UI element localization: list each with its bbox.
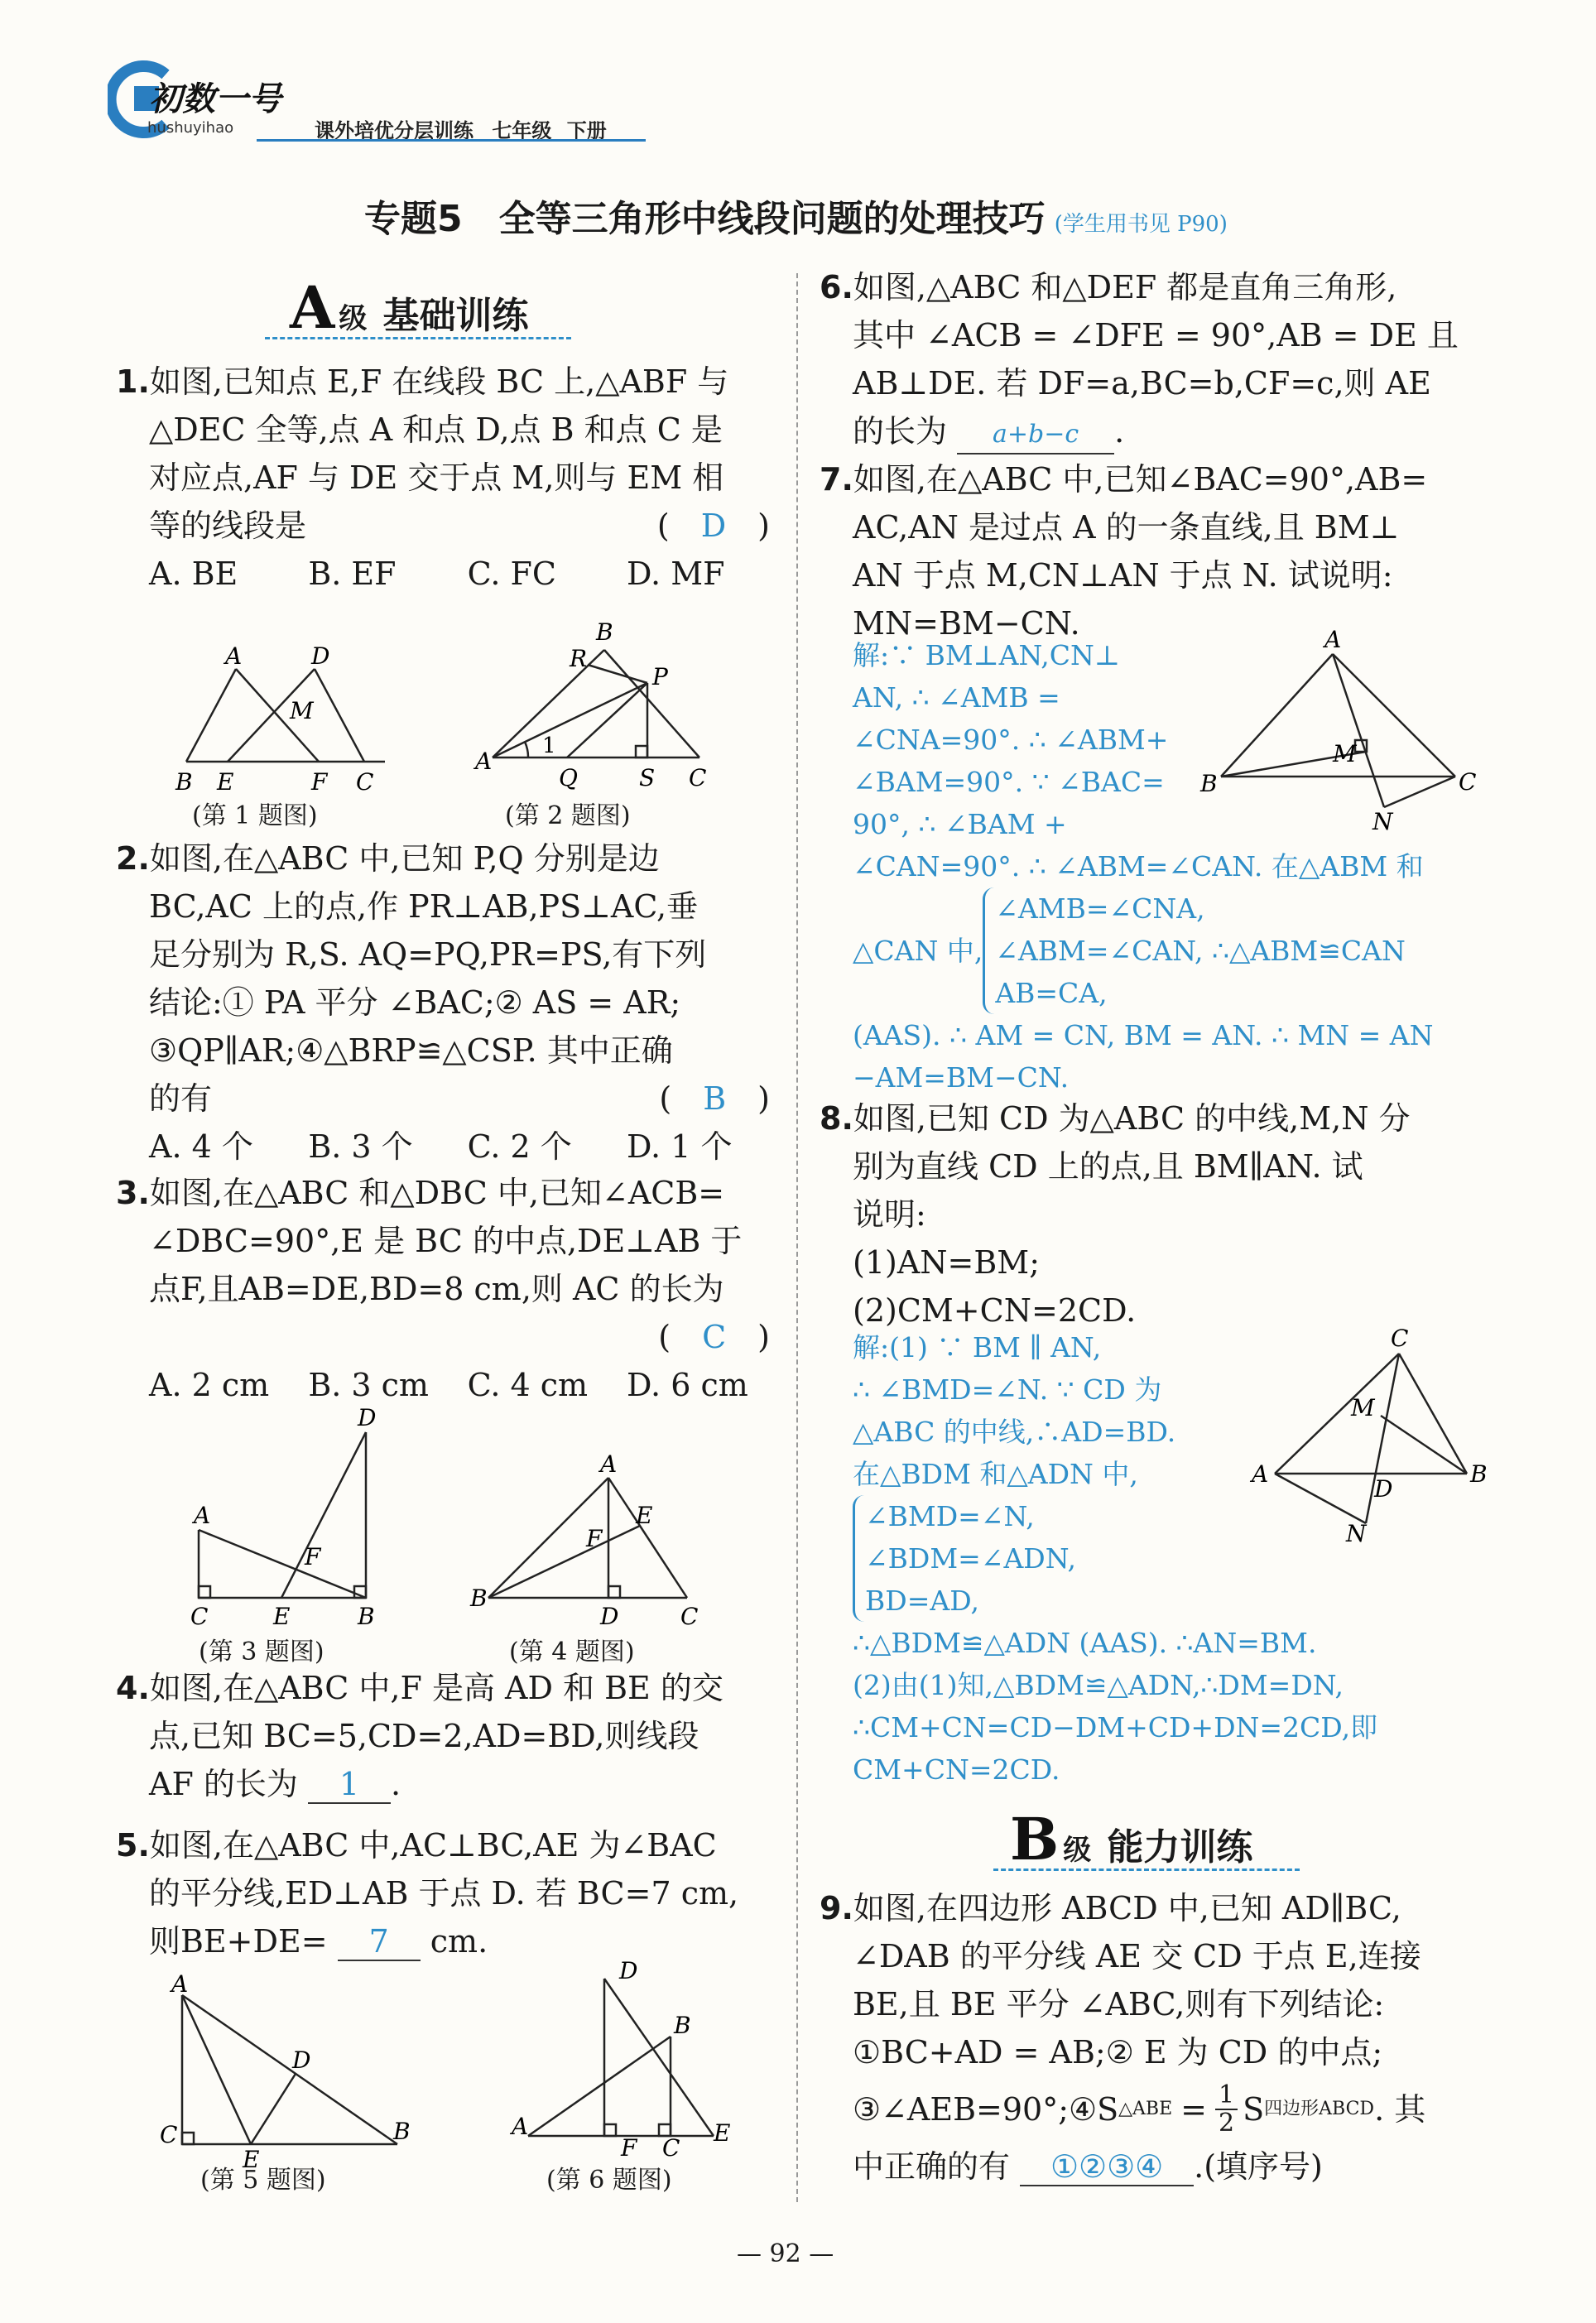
question-number: 4.	[116, 1670, 150, 1706]
fraction-denominator: 2	[1219, 2109, 1235, 2138]
label-e: E	[217, 768, 234, 796]
label-n: N	[1346, 1520, 1367, 1547]
q7-line: AN 于点 M,CN⊥AN 于点 N. 试说明:	[853, 557, 1393, 594]
question-3	[116, 1169, 770, 1409]
level-a-letter: A	[290, 273, 335, 342]
label-p: P	[652, 663, 668, 690]
option: C. 4 cm	[467, 1367, 589, 1403]
level-b-heading	[1010, 1805, 1300, 1871]
label-e: E	[243, 2146, 260, 2169]
label-d: D	[600, 1603, 619, 1630]
q2-line: 结论:① PA 平分 ∠BAC;② AS = AR;	[149, 984, 681, 1021]
q8-line: (1)AN=BM;	[853, 1244, 1040, 1281]
question-number: 5.	[116, 1827, 150, 1864]
q8-line: 说明:	[853, 1196, 926, 1233]
solution-line: ∠BMD=∠N,	[865, 1500, 1035, 1532]
solution-line: ∠BAM=90°. ∵ ∠BAC=	[853, 766, 1165, 798]
figure-6	[497, 1954, 745, 2161]
label-s: S	[639, 764, 656, 791]
volume: 下册	[566, 119, 607, 142]
header-divider	[257, 139, 646, 142]
q5-line: 的平分线,ED⊥AB 于点 D. 若 BC=7 cm,	[149, 1875, 739, 1912]
caption-figure-1: (第 1 题图)	[192, 801, 318, 830]
label-c: C	[1459, 768, 1477, 796]
q9-line: 如图,在四边形 ABCD 中,已知 AD∥BC,	[853, 1890, 1401, 1926]
fraction-numerator: 1	[1215, 2082, 1238, 2110]
q8-line: 如图,已知 CD 为△ABC 的中线,M,N 分	[853, 1100, 1411, 1137]
label-a: A	[171, 1970, 189, 1998]
logo-sub: hushuyihao	[147, 119, 234, 137]
answer: a+b−c	[957, 416, 1114, 454]
figure-8	[1242, 1325, 1490, 1548]
figure-7	[1192, 629, 1490, 836]
label-angle-1: 1	[542, 733, 556, 758]
solution-line: ∴△BDM≌△ADN (AAS). ∴AN=BM.	[853, 1627, 1317, 1659]
q4-line: 点,已知 BC=5,CD=2,AD=BD,则线段	[149, 1718, 699, 1754]
q8-line: 别为直线 CD 上的点,且 BM∥AN. 试	[853, 1148, 1363, 1185]
label-a: A	[1252, 1460, 1269, 1488]
series-name: 课外培优分层训练	[315, 119, 474, 142]
solution-line: AB=CA,	[995, 977, 1108, 1009]
label-a: A	[225, 642, 243, 670]
solution-line: 在△BDM 和△ADN 中,	[853, 1458, 1138, 1490]
solution-line: ∠AMB=∠CNA,	[995, 892, 1205, 925]
question-number: 2.	[116, 840, 150, 877]
q5-line: cm.	[430, 1923, 488, 1960]
label-c: C	[190, 1603, 209, 1630]
solution-line: (2)由(1)知,△BDM≌△ADN,∴DM=DN,	[853, 1669, 1344, 1701]
q4-line: 如图,在△ABC 中,F 是高 AD 和 BE 的交	[149, 1670, 723, 1706]
page-title-row	[364, 189, 1228, 242]
option: B. 3 个	[308, 1128, 413, 1165]
solution-line: ∠CNA=90°. ∴ ∠ABM+	[853, 724, 1169, 756]
solution-line: AN, ∴ ∠AMB =	[853, 681, 1060, 714]
q3-line: 如图,在△ABC 和△DBC 中,已知∠ACB=	[149, 1175, 725, 1211]
label-q: Q	[559, 764, 578, 791]
grade: 七年级	[492, 119, 552, 142]
q9-line: ∠DAB 的平分线 AE 交 CD 于点 E,连接	[853, 1938, 1421, 1974]
brace-group	[983, 887, 1406, 1014]
caption-figure-5: (第 5 题图)	[200, 2166, 326, 2195]
subscript: 四边形ABCD	[1264, 2099, 1375, 2119]
q2-line: 的有	[149, 1080, 213, 1117]
figure-5	[153, 1970, 426, 2169]
question-number: 9.	[820, 1890, 853, 1926]
q1-line: 等的线段是	[149, 507, 307, 544]
q2-line: ③QP∥AR;④△BRP≌△CSP. 其中正确	[149, 1032, 673, 1069]
label-c: C	[160, 2121, 178, 2148]
label-m: M	[290, 697, 314, 724]
figure-3	[174, 1407, 397, 1631]
figure-4	[464, 1449, 712, 1631]
option: D. 1 个	[626, 1128, 733, 1165]
option: B. EF	[308, 556, 397, 592]
q9-line: ③∠AEB=90°;④S	[853, 2091, 1119, 2128]
answer: B	[703, 1080, 727, 1117]
question-1	[116, 358, 770, 598]
answer: C	[702, 1319, 727, 1355]
label-d: D	[292, 2046, 311, 2074]
label-c: C	[680, 1603, 699, 1630]
question-6	[820, 263, 1482, 455]
q4-line: AF 的长为	[149, 1766, 298, 1802]
label-c: C	[356, 768, 374, 796]
label-c: C	[662, 2134, 680, 2161]
column-divider	[796, 273, 798, 2202]
label-f: F	[621, 2134, 637, 2161]
label-n: N	[1372, 808, 1393, 835]
solution-line: ∠BDM=∠ADN,	[865, 1542, 1076, 1575]
option: D. 6 cm	[626, 1367, 748, 1403]
solution-line: △CAN 中,	[853, 935, 983, 967]
page-number: — 92 —	[737, 2239, 834, 2268]
option: A. 2 cm	[149, 1367, 270, 1403]
label-d: D	[1374, 1475, 1393, 1503]
q1-line: △DEC 全等,点 A 和点 D,点 B 和点 C 是	[149, 411, 723, 448]
label-m: M	[1333, 740, 1357, 767]
solution-line: 90°, ∴ ∠BAM +	[853, 808, 1067, 840]
subscript: △ABE	[1118, 2099, 1173, 2119]
solution-line: ∴ ∠BMD=∠N. ∵ CD 为	[853, 1373, 1162, 1406]
option: C. FC	[467, 556, 556, 592]
level-a-suffix: 级	[339, 302, 368, 335]
q1-line: 如图,已知点 E,F 在线段 BC 上,△ABF 与	[149, 363, 729, 400]
q2-line: BC,AC 上的点,作 PR⊥AB,PS⊥AC,垂	[149, 888, 699, 925]
q6-line: 如图,△ABC 和△DEF 都是直角三角形,	[853, 269, 1397, 305]
label-b: B	[358, 1603, 375, 1630]
q3-line: ∠DBC=90°,E 是 BC 的中点,DE⊥AB 于	[149, 1223, 743, 1259]
q1-line: 对应点,AF 与 DE 交于点 M,则与 EM 相	[149, 459, 724, 496]
q9-line: ①BC+AD = AB;② E 为 CD 的中点;	[853, 2034, 1383, 2070]
caption-figure-3: (第 3 题图)	[199, 1638, 324, 1666]
option: C. 2 个	[467, 1128, 572, 1165]
q6-line: 其中 ∠ACB = ∠DFE = 90°,AB = DE 且	[853, 317, 1459, 354]
q9-line: . 其	[1374, 2091, 1426, 2128]
question-number: 3.	[116, 1175, 150, 1211]
label-e: E	[636, 1502, 653, 1529]
label-b: B	[596, 618, 613, 646]
page-title: 专题5 全等三角形中线段问题的处理技巧	[364, 198, 1046, 240]
caption-figure-4: (第 4 题图)	[509, 1638, 635, 1666]
label-d: D	[619, 1957, 638, 1984]
question-9	[820, 1884, 1490, 2191]
level-b-letter: B	[1010, 1805, 1060, 1873]
figure-2	[464, 600, 712, 799]
q6-line: AB⊥DE. 若 DF=a,BC=b,CF=c,则 AE	[853, 365, 1431, 402]
level-a-label: 基础训练	[382, 295, 529, 337]
level-b-label: 能力训练	[1107, 1826, 1253, 1868]
label-c: C	[689, 764, 707, 791]
label-f: F	[305, 1543, 321, 1570]
label-f: F	[586, 1525, 603, 1552]
q5-line: 如图,在△ABC 中,AC⊥BC,AE 为∠BAC	[149, 1827, 717, 1864]
answer: 1	[308, 1766, 391, 1804]
answer: ①②③④	[1020, 2148, 1194, 2186]
q6-line: 的长为	[853, 413, 948, 450]
answer: 7	[338, 1923, 421, 1961]
q5-line: 则BE+DE=	[149, 1923, 328, 1960]
answer-bracket: ( C )	[658, 1319, 770, 1355]
label-a: A	[600, 1450, 618, 1478]
label-e: E	[273, 1603, 291, 1630]
label-c: C	[1391, 1325, 1409, 1352]
solution-line: (AAS). ∴ AM = CN, BM = AN. ∴ MN = AN	[853, 1019, 1434, 1051]
q8-line: (2)CM+CN=2CD.	[853, 1292, 1137, 1329]
solution-line: ∴CM+CN=CD−DM+CD+DN=2CD,即	[853, 1711, 1378, 1743]
q9-line: S	[1243, 2091, 1265, 2128]
q7-line: AC,AN 是过点 A 的一条直线,且 BM⊥	[853, 509, 1400, 546]
answer: D	[700, 507, 727, 544]
option: A. 4 个	[149, 1128, 253, 1165]
q7-line: MN=BM−CN.	[853, 605, 1080, 642]
q4-line: .	[390, 1766, 401, 1802]
answer-bracket: ( D )	[656, 507, 770, 544]
fraction	[1215, 2082, 1238, 2137]
label-b: B	[393, 2118, 411, 2145]
solution-line: ∠CAN=90°. ∴ ∠ABM=∠CAN. 在△ABM 和	[853, 850, 1424, 883]
label-f: F	[311, 768, 328, 796]
label-r: R	[570, 645, 588, 672]
solution-line: ∠ABM=∠CAN, ∴△ABM≌CAN	[995, 935, 1406, 967]
q9-line: 中正确的有	[853, 2148, 1011, 2185]
solution-line: 解:∵ BM⊥AN,CN⊥	[853, 639, 1120, 671]
solution-line: CM+CN=2CD.	[853, 1753, 1060, 1786]
option: B. 3 cm	[308, 1367, 429, 1403]
answer-bracket: ( B )	[659, 1080, 770, 1117]
title-ref: (学生用书见 P90)	[1054, 212, 1228, 237]
label-a: A	[1324, 629, 1342, 653]
figure-1	[166, 637, 397, 803]
label-d: D	[311, 642, 330, 670]
question-5	[116, 1821, 770, 1965]
equals: =	[1180, 2091, 1207, 2128]
level-b-suffix: 级	[1063, 1834, 1092, 1867]
q3-line: 点F,且AB=DE,BD=8 cm,则 AC 的长为	[149, 1271, 724, 1307]
q6-line: .	[1114, 413, 1125, 450]
question-number: 6.	[820, 269, 853, 305]
q9-line: .(填序号)	[1194, 2148, 1323, 2185]
solution-line: −AM=BM−CN.	[853, 1061, 1070, 1094]
q9-line: BE,且 BE 平分 ∠ABC,则有下列结论:	[853, 1986, 1385, 2022]
label-b: B	[175, 768, 193, 796]
label-d: D	[358, 1407, 377, 1431]
label-a: A	[194, 1502, 211, 1529]
label-a: A	[512, 2113, 529, 2140]
solution-line: BD=AD,	[865, 1585, 979, 1617]
question-2	[116, 834, 770, 1171]
q2-line: 足分别为 R,S. AQ=PQ,PR=PS,有下列	[149, 936, 707, 973]
question-8	[820, 1094, 1482, 1335]
solution-line: △ABC 的中线,∴AD=BD.	[853, 1416, 1176, 1448]
caption-figure-6: (第 6 题图)	[546, 2166, 672, 2195]
label-b: B	[1200, 770, 1218, 797]
question-7	[820, 455, 1482, 647]
solution-line: 解:(1) ∵ BM ∥ AN,	[853, 1331, 1102, 1364]
option: D. MF	[626, 556, 725, 592]
q2-line: 如图,在△ABC 中,已知 P,Q 分别是边	[149, 840, 660, 877]
q7-line: 如图,在△ABC 中,已知∠BAC=90°,AB=	[853, 461, 1428, 498]
label-a: A	[475, 748, 493, 775]
label-e: E	[714, 2119, 731, 2147]
label-b: B	[1470, 1460, 1488, 1488]
question-number: 1.	[116, 363, 150, 400]
header	[108, 58, 687, 149]
logo-text: 初数一号	[149, 80, 281, 118]
label-b: B	[470, 1585, 488, 1612]
option: A. BE	[149, 556, 238, 592]
label-m: M	[1351, 1394, 1375, 1421]
level-a-heading	[290, 273, 571, 342]
label-b: B	[674, 2012, 691, 2039]
caption-figure-2: (第 2 题图)	[505, 801, 631, 830]
question-number: 8.	[820, 1100, 853, 1137]
question-number: 7.	[820, 461, 853, 498]
question-4	[116, 1664, 770, 1808]
